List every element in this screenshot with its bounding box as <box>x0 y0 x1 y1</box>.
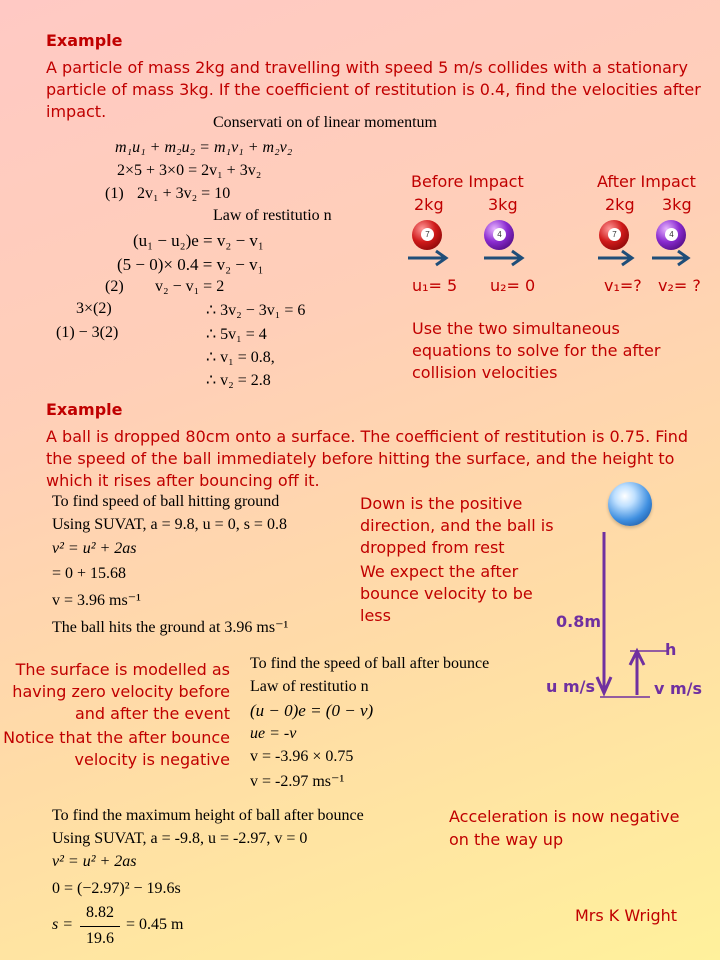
note2-line2: having zero velocity before <box>12 682 230 701</box>
part2-line6: v = -2.97 ms⁻¹ <box>250 773 345 790</box>
before-ball-b: 4 <box>484 220 514 250</box>
part2-line3: (u − 0)e = (0 − v) <box>250 701 374 720</box>
part2-line4: ue = -v <box>250 725 297 742</box>
part1-line3: v² = u² + 2as <box>52 540 137 557</box>
result-v1: ∴ v₁ = 0.8, <box>206 349 275 366</box>
globe-ball-icon <box>608 482 652 526</box>
example2-heading: Example <box>46 400 123 419</box>
after-impact-label: After Impact <box>597 172 696 191</box>
velocity-arrows <box>400 248 710 268</box>
before-impact-label: Before Impact <box>411 172 524 191</box>
part3-line1: To find the maximum height of ball after bounce <box>52 807 364 824</box>
before-mass-b: 3kg <box>488 195 518 214</box>
part2-line5: v = -3.96 × 0.75 <box>250 748 354 765</box>
u2-label: u₂= 0 <box>490 276 536 295</box>
v-velocity-label: v m/s <box>654 679 703 698</box>
u-velocity-label: u m/s <box>546 677 595 696</box>
after-ball-b: 4 <box>656 220 686 250</box>
momentum-title: Conservati on of linear momentum <box>213 114 437 131</box>
momentum-substitution: 2×5 + 3×0 = 2v₁ + 3v₂ <box>117 162 262 179</box>
example1-problem-line3: impact. <box>46 102 107 121</box>
step-label-3x2: 3×(2) <box>76 300 112 317</box>
note1-line6: less <box>360 606 391 625</box>
note3-line2: on the way up <box>449 830 564 849</box>
v2-label: v₂= ? <box>658 276 701 295</box>
example1-problem-line2: particle of mass 3kg. If the coefficient of restitution is 0.4, find the velocities after <box>46 80 701 99</box>
part1-line6: The ball hits the ground at 3.96 ms⁻¹ <box>52 619 289 636</box>
after-mass-b: 3kg <box>662 195 692 214</box>
example1-note-line2: equations to solve for the after <box>412 341 661 360</box>
eq1: 2v₁ + 3v₂ = 10 <box>137 185 231 202</box>
note3-line1: Acceleration is now negative <box>449 807 680 826</box>
part1-line1: To find speed of ball hitting ground <box>52 493 280 510</box>
note1-line4: We expect the after <box>360 562 519 581</box>
after-ball-a: 7 <box>599 220 629 250</box>
fraction-numerator: 8.82 <box>86 904 114 921</box>
example1-note-line1: Use the two simultaneous <box>412 319 620 338</box>
drop-height-label: 0.8m <box>556 612 602 631</box>
eq1-label: (1) <box>105 185 124 202</box>
note2-line1: The surface is modelled as <box>15 660 230 679</box>
momentum-equation: m₁u₁ + m₂u₂ = m₁v₁ + m₂v₂ <box>115 139 293 156</box>
fraction-denominator: 19.6 <box>86 930 114 947</box>
after-mass-a: 2kg <box>605 195 635 214</box>
fraction-lhs: s = <box>52 916 74 933</box>
eq2: v₂ − v₁ = 2 <box>155 278 225 295</box>
note2-line4: Notice that the after bounce <box>3 728 230 747</box>
example2-problem-line2: the speed of the ball immediately before hitting the surface, and the height to <box>46 449 675 468</box>
restitution-equation: (u₁ − u₂)e = v₂ − v₁ <box>133 231 264 250</box>
note1-line1: Down is the positive <box>360 494 523 513</box>
part1-line2: Using SUVAT, a = 9.8, u = 0, s = 0.8 <box>52 516 287 533</box>
example1-problem-line1: A particle of mass 2kg and travelling with speed 5 m/s collides with a stationary <box>46 58 688 77</box>
step-1minus3x2: ∴ 5v₁ = 4 <box>206 326 267 343</box>
restitution-substitution: (5 − 0)× 0.4 = v₂ − v₁ <box>117 255 264 274</box>
author: Mrs K Wright <box>575 906 678 925</box>
before-mass-a: 2kg <box>414 195 444 214</box>
part2-line2: Law of restitutio n <box>250 678 369 695</box>
example2-problem-line1: A ball is dropped 80cm onto a surface. The coefficient of restitution is 0.75. Find <box>46 427 689 446</box>
result-v2: ∴ v₂ = 2.8 <box>206 372 271 389</box>
step-3x2: ∴ 3v₂ − 3v₁ = 6 <box>206 302 306 319</box>
fraction-bar <box>80 926 120 927</box>
example1-heading: Example <box>46 31 123 50</box>
note1-line5: bounce velocity to be <box>360 584 533 603</box>
note2-line5: velocity is negative <box>74 750 230 769</box>
fraction-rhs: = 0.45 m <box>126 916 184 933</box>
step-label-1minus3x2: (1) − 3(2) <box>56 324 119 341</box>
part1-line4: = 0 + 15.68 <box>52 565 127 582</box>
part3-line3: v² = u² + 2as <box>52 853 137 870</box>
h-label: h <box>665 640 677 659</box>
eq2-label: (2) <box>105 278 124 295</box>
part3-line2: Using SUVAT, a = -9.8, u = -2.97, v = 0 <box>52 830 308 847</box>
example1-note-line3: collision velocities <box>412 363 558 382</box>
part2-line1: To find the speed of ball after bounce <box>250 655 490 672</box>
part1-line5: v = 3.96 ms⁻¹ <box>52 592 141 609</box>
part3-line4: 0 = (−2.97)² − 19.6s <box>52 880 181 897</box>
u1-label: u₁= 5 <box>412 276 458 295</box>
note1-line3: dropped from rest <box>360 538 505 557</box>
before-ball-a: 7 <box>412 220 442 250</box>
example2-problem-line3: which it rises after bouncing off it. <box>46 471 320 490</box>
v1-label: v₁=? <box>604 276 642 295</box>
note2-line3: and after the event <box>74 704 230 723</box>
restitution-title: Law of restitutio n <box>213 207 332 224</box>
note1-line2: direction, and the ball is <box>360 516 554 535</box>
